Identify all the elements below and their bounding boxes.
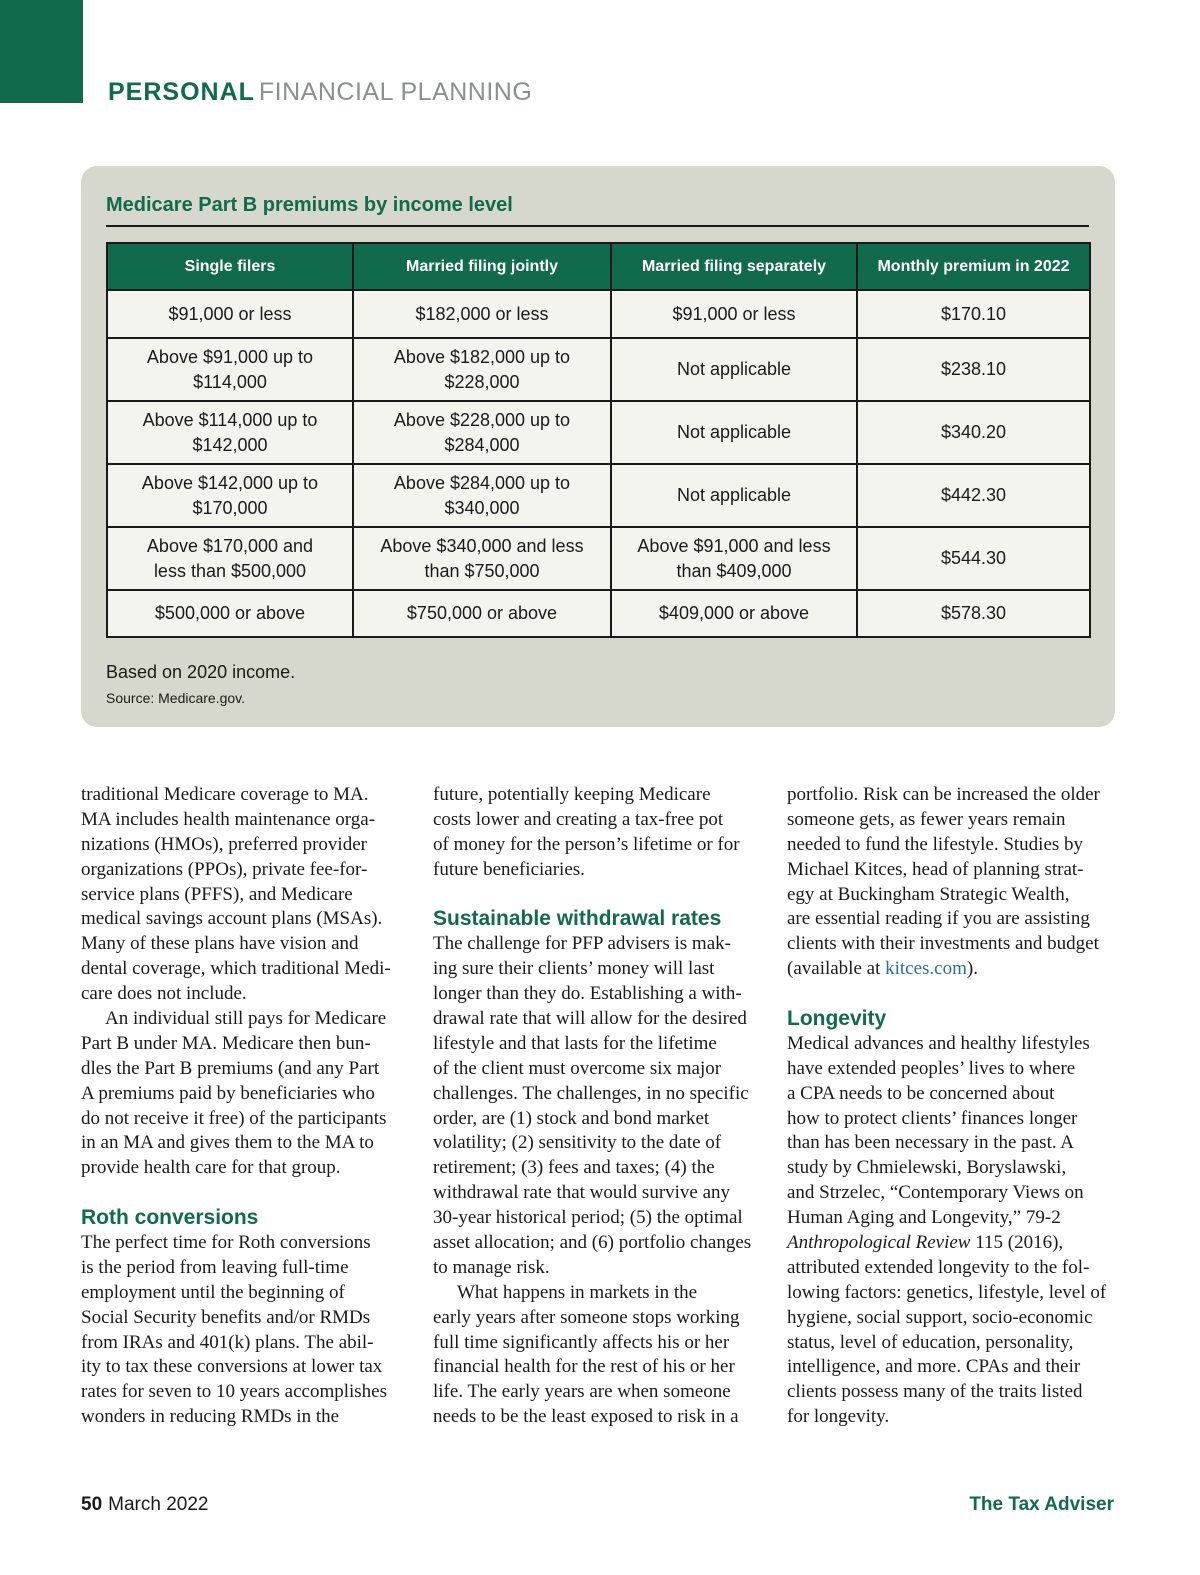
- journal-title: Anthropological Review: [787, 1232, 971, 1254]
- section-header: [108, 78, 532, 107]
- paragraph: [433, 932, 768, 1280]
- text-line: nizations (HMOs), preferred provider: [81, 833, 367, 855]
- paragraph: [81, 783, 411, 1007]
- article-column-3: [787, 783, 1122, 1430]
- cell-single: Above $170,000 and less than $500,000: [107, 527, 353, 590]
- title-rule: [106, 225, 1089, 227]
- paragraph: [787, 783, 1122, 957]
- text-line: volatility; (2) sensitivity to the date of: [433, 1132, 722, 1154]
- article-column-2: [433, 783, 768, 1430]
- text-line: clients possess many of the traits listed: [787, 1381, 1083, 1403]
- text-line: do not receive it free) of the participants: [81, 1107, 387, 1129]
- cell-premium: $544.30: [857, 527, 1090, 590]
- text-line: hygiene, social support, socio-economic: [787, 1306, 1093, 1328]
- text-line: lowing factors: genetics, lifestyle, level of: [787, 1281, 1107, 1303]
- paragraph: [787, 1032, 1122, 1231]
- text-line: Part B under MA. Medicare then bun-: [81, 1032, 371, 1054]
- text-line: medical savings account plans (MSAs).: [81, 908, 383, 930]
- text-line: clients with their investments and budget: [787, 933, 1099, 955]
- text-line: longer than they do. Establishing a with-: [433, 983, 742, 1005]
- text-line: A premiums paid by beneficiaries who: [81, 1082, 375, 1104]
- cell-premium: $340.20: [857, 401, 1090, 464]
- text-line: ity to tax these conversions at lower tax: [81, 1356, 383, 1378]
- text-line: lifestyle and that lasts for the lifetime: [433, 1032, 717, 1054]
- text-line: Anthropological Review 115 (2016),: [787, 1232, 1064, 1254]
- text-line: and Strzelec, “Contemporary Views on: [787, 1182, 1084, 1204]
- text-line: withdrawal rate that would survive any: [433, 1182, 731, 1204]
- text-line: service plans (PFFS), and Medicare: [81, 883, 353, 905]
- section-color-tab: [0, 0, 83, 103]
- text-line: ing sure their clients’ money will last: [433, 958, 715, 980]
- cell-single: $91,000 or less: [107, 290, 353, 338]
- cell-single: Above $142,000 up to $170,000: [107, 464, 353, 527]
- text-line: The challenge for PFP advisers is mak-: [433, 933, 731, 955]
- text-line: Many of these plans have vision and: [81, 933, 359, 955]
- text-line: life. The early years are when someone: [433, 1381, 731, 1403]
- cell-single: Above $114,000 up to $142,000: [107, 401, 353, 464]
- text-line: of the client must overcome six major: [433, 1057, 722, 1079]
- article-column-1: [81, 783, 411, 1430]
- text-line: dles the Part B premiums (and any Part: [81, 1057, 380, 1079]
- text-line: An individual still pays for Medicare: [105, 1008, 387, 1030]
- text-line: asset allocation; and (6) portfolio changes: [433, 1232, 752, 1254]
- text-line: 30-year historical period; (5) the optimal: [433, 1207, 743, 1229]
- cell-separate: Above $91,000 and less than $409,000: [611, 527, 857, 590]
- text-line: retirement; (3) fees and taxes; (4) the: [433, 1157, 715, 1179]
- text-line: provide health care for that group.: [81, 1157, 341, 1179]
- heading-sustainable-withdrawal-rates: Sustainable withdrawal rates: [433, 907, 722, 931]
- cell-joint: Above $182,000 up to $228,000: [353, 338, 611, 401]
- cell-single: Above $91,000 up to $114,000: [107, 338, 353, 401]
- text-line: Social Security benefits and/or RMDs: [81, 1306, 371, 1328]
- publication-name: The Tax Adviser: [969, 1494, 1114, 1515]
- text-line: care does not include.: [81, 983, 247, 1005]
- header-married-jointly: Married filing jointly: [353, 243, 611, 290]
- text-line: full time significantly affects his or her: [433, 1331, 730, 1353]
- text-line: MA includes health maintenance orga-: [81, 808, 376, 830]
- kitces-link[interactable]: kitces.com: [885, 958, 967, 980]
- premiums-table: [106, 242, 1091, 638]
- paragraph: [433, 783, 768, 883]
- text-line: are essential reading if you are assisting: [787, 908, 1090, 930]
- text-line: future, potentially keeping Medicare: [433, 784, 711, 805]
- cell-joint: $750,000 or above: [353, 590, 611, 637]
- text-line: order, are (1) stock and bond market: [433, 1107, 710, 1129]
- text-line: needed to fund the lifestyle. Studies by: [787, 833, 1084, 855]
- table-row: [107, 401, 1090, 464]
- text-line: costs lower and creating a tax-free pot: [433, 808, 724, 830]
- paragraph: [433, 1281, 768, 1430]
- text-line: Medical advances and healthy lifestyles: [787, 1032, 1090, 1054]
- cell-separate: Not applicable: [611, 338, 857, 401]
- text-line: in an MA and gives them to the MA to: [81, 1132, 374, 1154]
- text-line: portfolio. Risk can be increased the older: [787, 784, 1100, 805]
- text-line: organizations (PPOs), private fee-for-: [81, 858, 368, 880]
- text-line: early years after someone stops working: [433, 1306, 740, 1328]
- text-line: a CPA needs to be concerned about: [787, 1082, 1055, 1104]
- header-married-separately: Married filing separately: [611, 243, 857, 290]
- cell-premium: $238.10: [857, 338, 1090, 401]
- text-line: study by Chmielewski, Boryslawski,: [787, 1157, 1067, 1179]
- table-row: [107, 527, 1090, 590]
- text-line: egy at Buckingham Strategic Wealth,: [787, 883, 1070, 905]
- text-line: rates for seven to 10 years accomplishes: [81, 1381, 388, 1403]
- text-line: how to protect clients’ finances longer: [787, 1107, 1078, 1129]
- text-line: financial health for the rest of his or her: [433, 1356, 735, 1378]
- text-line: attributed extended longevity to the fol-: [787, 1256, 1090, 1278]
- text-line: status, level of education, personality,: [787, 1331, 1074, 1353]
- text-line: The perfect time for Roth conversions: [81, 1232, 371, 1254]
- text-line: have extended peoples’ lives to where: [787, 1057, 1076, 1079]
- text-line: dental coverage, which traditional Medi-: [81, 958, 391, 980]
- cell-joint: Above $228,000 up to $284,000: [353, 401, 611, 464]
- table-body: [107, 290, 1090, 637]
- table-row: [107, 338, 1090, 401]
- cell-joint: $182,000 or less: [353, 290, 611, 338]
- text-line: Michael Kitces, head of planning strat-: [787, 858, 1084, 880]
- header-monthly-premium: Monthly premium in 2022: [857, 243, 1090, 290]
- table-header-row: [107, 243, 1090, 290]
- paragraph: [81, 1007, 411, 1181]
- cell-separate: Not applicable: [611, 464, 857, 527]
- text-line: traditional Medicare coverage to MA.: [81, 784, 369, 805]
- cell-premium: $442.30: [857, 464, 1090, 527]
- cell-joint: Above $284,000 up to $340,000: [353, 464, 611, 527]
- text-line: wonders in reducing RMDs in the: [81, 1406, 340, 1428]
- table-note: Based on 2020 income.: [106, 662, 296, 682]
- table-row: [107, 590, 1090, 637]
- text-line: future beneficiaries.: [433, 858, 585, 880]
- text-line: needs to be the least exposed to risk in a: [433, 1406, 739, 1428]
- table-source: Source: Medicare.gov.: [106, 690, 246, 706]
- header-single-filers: Single filers: [107, 243, 353, 290]
- heading-roth-conversions: Roth conversions: [81, 1206, 259, 1230]
- text-line: challenges. The challenges, in no specific: [433, 1082, 749, 1104]
- cell-separate: Not applicable: [611, 401, 857, 464]
- table-title: Medicare Part B premiums by income level: [106, 194, 513, 216]
- text-line: What happens in markets in the: [457, 1281, 698, 1303]
- text-line: (available at kitces.com).: [787, 958, 978, 980]
- cell-separate: $409,000 or above: [611, 590, 857, 637]
- paragraph: [81, 1231, 411, 1430]
- text-line: employment until the beginning of: [81, 1281, 345, 1303]
- text-line: to manage risk.: [433, 1256, 550, 1278]
- text-line: intelligence, and more. CPAs and their: [787, 1356, 1081, 1378]
- text-line: is the period from leaving full-time: [81, 1256, 349, 1278]
- section-header-light: FINANCIAL PLANNING: [258, 78, 533, 106]
- issue-date: March 2022: [108, 1494, 209, 1515]
- page-number: 50: [81, 1494, 103, 1515]
- text-line: for longevity.: [787, 1406, 890, 1428]
- table-row: [107, 290, 1090, 338]
- text-line: of money for the person’s lifetime or for: [433, 833, 740, 855]
- text-line: someone gets, as fewer years remain: [787, 808, 1066, 830]
- cell-single: $500,000 or above: [107, 590, 353, 637]
- premiums-panel: [81, 166, 1115, 727]
- section-header-strong: PERSONAL: [108, 78, 255, 106]
- text-line: than has been necessary in the past. A: [787, 1132, 1075, 1154]
- table-row: [107, 464, 1090, 527]
- cell-premium: $170.10: [857, 290, 1090, 338]
- paragraph: [787, 1256, 1122, 1430]
- footer-folio: [81, 1494, 208, 1516]
- heading-longevity: Longevity: [787, 1007, 887, 1031]
- text-line: from IRAs and 401(k) plans. The abil-: [81, 1331, 374, 1353]
- cell-joint: Above $340,000 and less than $750,000: [353, 527, 611, 590]
- text-line: drawal rate that will allow for the desired: [433, 1008, 747, 1030]
- cell-separate: $91,000 or less: [611, 290, 857, 338]
- cell-premium: $578.30: [857, 590, 1090, 637]
- text-line: Human Aging and Longevity,” 79-2: [787, 1207, 1061, 1229]
